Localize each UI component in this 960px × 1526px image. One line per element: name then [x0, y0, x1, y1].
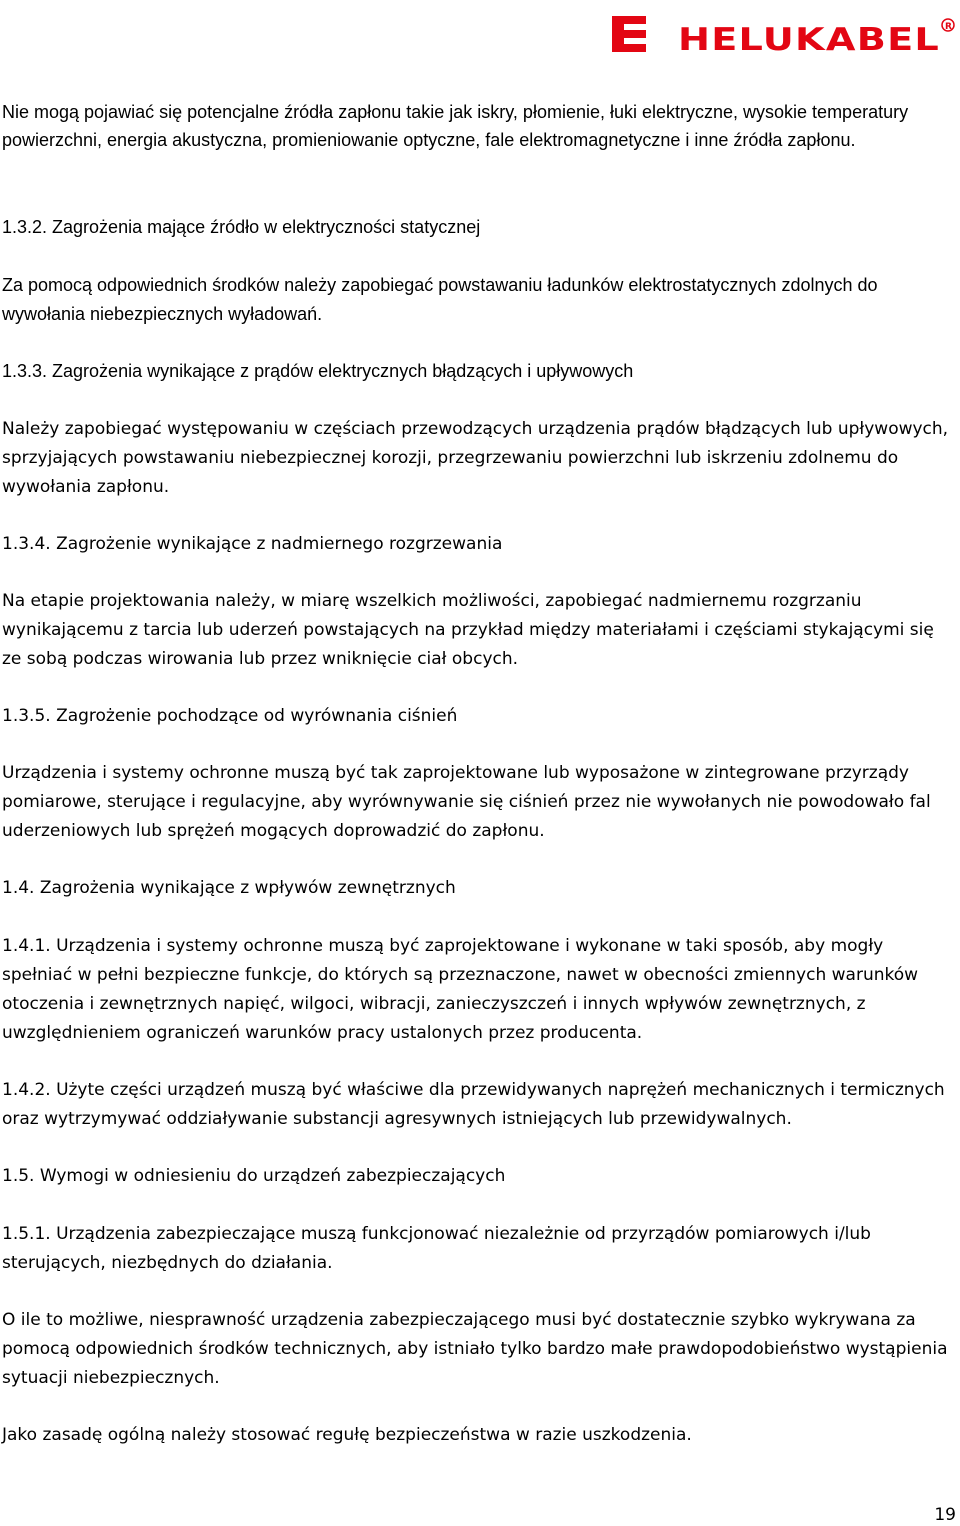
paragraph-1-3-3: Należy zapobiegać występowaniu w częściach przewodzących urządzenia prądów błądzących lub upływowych, sprzyjających powstawaniu niebezpiecznej korozji, przegrzewaniu powierzchni lub iskrzeniu zdolnemu do wywołania zapłonu.	[2, 419, 949, 497]
paragraph-general-rule: Jako zasadę ogólną należy stosować regułę bezpieczeństwa w razie uszkodzenia.	[2, 1425, 692, 1445]
heading-1-3-2: 1.3.2. Zagrożenia mające źródło w elektryczności statycznej	[2, 217, 481, 237]
paragraph-1-4-2: 1.4.2. Użyte części urządzeń muszą być właściwe dla przewidywanych naprężeń mechanicznych i termicznych oraz wytrzymywać oddziaływanie substancji agresywnych istniejących lub przewidywalnych.	[2, 1080, 945, 1129]
helukabel-logo	[612, 16, 957, 56]
registered-mark: R	[945, 22, 952, 32]
heading-1-4: 1.4. Zagrożenia wynikające z wpływów zewnętrznych	[2, 878, 456, 898]
heading-1-5: 1.5. Wymogi w odniesieniu do urządzeń zabezpieczających	[2, 1166, 506, 1186]
paragraph-1-5-1: 1.5.1. Urządzenia zabezpieczające muszą funkcjonować niezależnie od przyrządów pomiarowych i/lub sterujących, niezbędnych do działania.	[2, 1224, 871, 1273]
heading-1-3-5: 1.3.5. Zagrożenie pochodzące od wyrównania ciśnień	[2, 706, 458, 726]
heading-1-3-4: 1.3.4. Zagrożenie wynikające z nadmiernego rozgrzewania	[2, 534, 503, 554]
paragraph-detection: O ile to możliwe, niesprawność urządzenia zabezpieczającego musi być dostatecznie szybko wykrywana za pomocą odpowiednich środków technicznych, aby istniało tylko bardzo małe prawdopodobieństwo wystąpienia sytuacji niebezpiecznych.	[2, 1310, 948, 1388]
intro-paragraph: Nie mogą pojawiać się potencjalne źródła zapłonu takie jak iskry, płomienie, łuki elektryczne, wysokie temperatury powierzchni, energia akustyczna, promieniowanie optyczne, fale elektromagnetyczne i inne źródła zapłonu.	[2, 102, 909, 150]
logo-wordmark: HELUKABEL	[678, 22, 940, 56]
paragraph-1-4-1: 1.4.1. Urządzenia i systemy ochronne muszą być zaprojektowane i wykonane w taki sposób, aby mogły spełniać w pełni bezpieczne funkcje, do których są przeznaczone, nawet w obecności zmiennych warunków otoczenia i zewnętrznych napięć, wilgoci, wibracji, zanieczyszczeń i innych wpływów zewnętrznych, z uwzględnieniem ograniczeń warunków pracy ustalonych przez producenta.	[2, 936, 919, 1043]
heading-1-3-3: 1.3.3. Zagrożenia wynikające z prądów elektrycznych błądzących i upływowych	[2, 361, 634, 381]
page-number: 19	[934, 1505, 956, 1525]
paragraph-1-3-2: Za pomocą odpowiednich środków należy zapobiegać powstawaniu ładunków elektrostatycznych zdolnych do wywołania niebezpiecznych wyładowań.	[2, 275, 878, 324]
paragraph-1-3-5: Urządzenia i systemy ochronne muszą być tak zaprojektowane lub wyposażone w zintegrowane przyrządy pomiarowe, sterujące i regulacyjne, aby wyrównywanie się ciśnień przez nie wywołanych nie powodowało fal uderzeniowych lub sprężeń mogących doprowadzić do zapłonu.	[2, 763, 931, 841]
helukabel-logo-graphic	[612, 16, 957, 56]
paragraph-1-3-4: Na etapie projektowania należy, w miarę wszelkich możliwości, zapobiegać nadmiernemu rozgrzaniu wynikającemu z tarcia lub uderzeń powstających na przykład między materiałami i częściami stykającymi się ze sobą podczas wirowania lub przez wniknięcie ciał obcych.	[2, 591, 934, 669]
